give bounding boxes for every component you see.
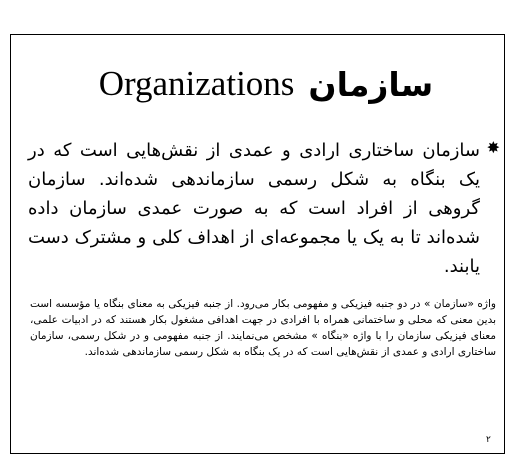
bullet-text: سازمان ساختاری ارادی و عمدی از نقش‌هایی است که در یک بنگاه به شکل رسمی سازماندهی شده‌اند. سازمان گروهی از افراد است که به صورت عمدی سازمان داده شده‌اند تا به یک یا مجموعه‌ای از اهداف کلی و مشترک دست یابند.	[28, 140, 480, 277]
footnote-paragraph: واژه «سازمان » در دو جنبه فیزیکی و مفهومی بکار می‌رود. از جنبه فیزیکی به معنای بنگاه یا مؤسسه است بدین معنی که محلی و ساختمانی همراه با افرادی در جهت اهدافی مشغول بکار هستند که در ادبیات علمی، معنای فیزیکی سازمان را با واژه «بنگاه » مشخص می‌نمایند. از جنبه مفهومی و در شکل رسمی، سازمان ساختاری ارادی و عمدی از نقش‌هایی است که در یک بنگاه به شکل رسمی سازماندهی شده‌اند.	[30, 298, 496, 358]
bullet-paragraph	[28, 136, 498, 281]
slide-title	[0, 64, 532, 104]
bullet-star-icon: ✸	[486, 138, 500, 157]
title-english: Organizations	[98, 64, 295, 103]
page-number: ۲	[486, 435, 491, 445]
title-persian: سازمان	[308, 64, 434, 104]
